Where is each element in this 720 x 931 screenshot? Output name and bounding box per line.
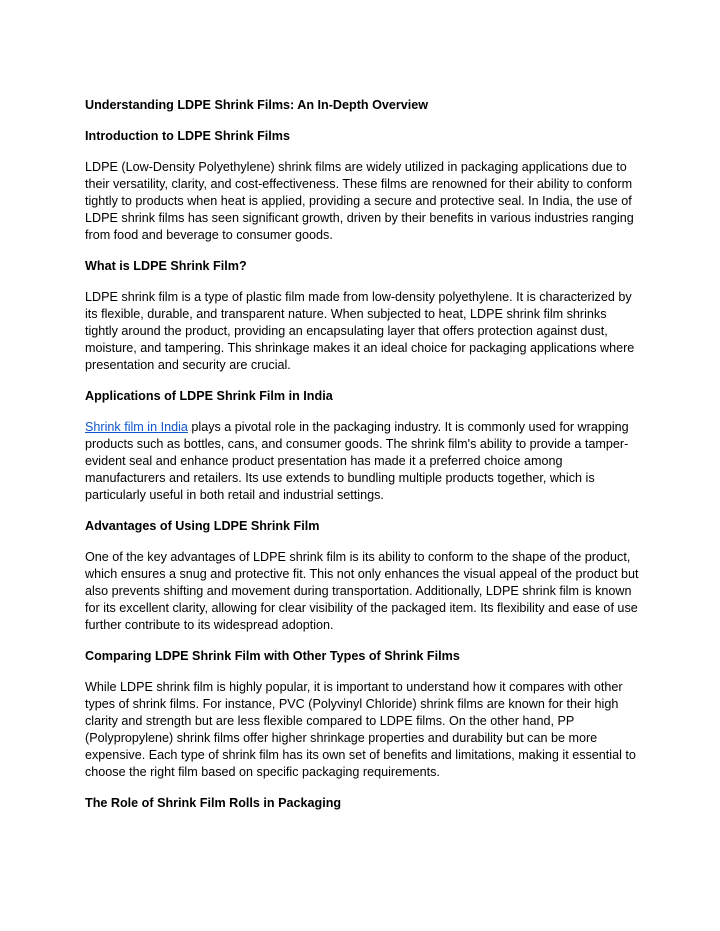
document-page xyxy=(85,97,640,826)
section-body-introduction: LDPE (Low-Density Polyethylene) shrink films are widely utilized in packaging applications due to their versatility, clarity, and cost-effectiveness. These films are renowned for their ability to conform tightly to products when heat is applied, providing a secure and protective seal. In India, the use of LDPE shrink films has seen significant growth, driven by their benefits in various industries ranging from food and beverage to consumer goods. xyxy=(85,160,634,242)
document-title: Understanding LDPE Shrink Films: An In-Depth Overview xyxy=(85,98,429,112)
section-heading-applications: Applications of LDPE Shrink Film in India xyxy=(85,389,333,403)
section-body-advantages: One of the key advantages of LDPE shrink film is its ability to conform to the shape of the product, which ensures a snug and protective fit. This not only enhances the visual appeal of the product but also prevents shifting and movement during transportation. Additionally, LDPE shrink film is known for its excellent clarity, allowing for clear visibility of the packaged item. Its flexibility and ease of use further contribute to its widespread adoption. xyxy=(85,550,639,632)
section-body-what-is: LDPE shrink film is a type of plastic film made from low-density polyethylene. It is characterized by its flexible, durable, and transparent nature. When subjected to heat, LDPE shrink film shrinks tightly around the product, providing an encapsulating layer that offers protection against dust, moisture, and tampering. This shrinkage makes it an ideal choice for packaging applications where presentation and security are crucial. xyxy=(85,290,635,372)
shrink-film-india-link[interactable]: Shrink film in India xyxy=(85,420,188,434)
section-body-applications-text: plays a pivotal role in the packaging industry. It is commonly used for wrapping products such as bottles, cans, and consumer goods. The shrink film's ability to provide a tamper-evident seal and enhance product presentation has made it a preferred choice among manufacturers and retailers. Its use extends to bundling multiple products together, which is particularly useful in both retail and industrial settings. xyxy=(85,420,629,502)
section-body-comparing: While LDPE shrink film is highly popular, it is important to understand how it compares with other types of shrink films. For instance, PVC (Polyvinyl Chloride) shrink films are known for their high clarity and strength but are less flexible compared to LDPE films. On the other hand, PP (Polypropylene) shrink films offer higher shrinkage properties and durability but can be more expensive. Each type of shrink film has its own set of benefits and limitations, making it essential to choose the right film based on specific packaging requirements. xyxy=(85,680,636,779)
section-heading-advantages: Advantages of Using LDPE Shrink Film xyxy=(85,519,320,533)
section-heading-what-is: What is LDPE Shrink Film? xyxy=(85,259,247,273)
section-body-applications xyxy=(85,419,640,504)
section-heading-shrink-film-rolls: The Role of Shrink Film Rolls in Packaging xyxy=(85,796,342,810)
section-heading-introduction: Introduction to LDPE Shrink Films xyxy=(85,129,290,143)
section-heading-comparing: Comparing LDPE Shrink Film with Other Types of Shrink Films xyxy=(85,649,460,663)
